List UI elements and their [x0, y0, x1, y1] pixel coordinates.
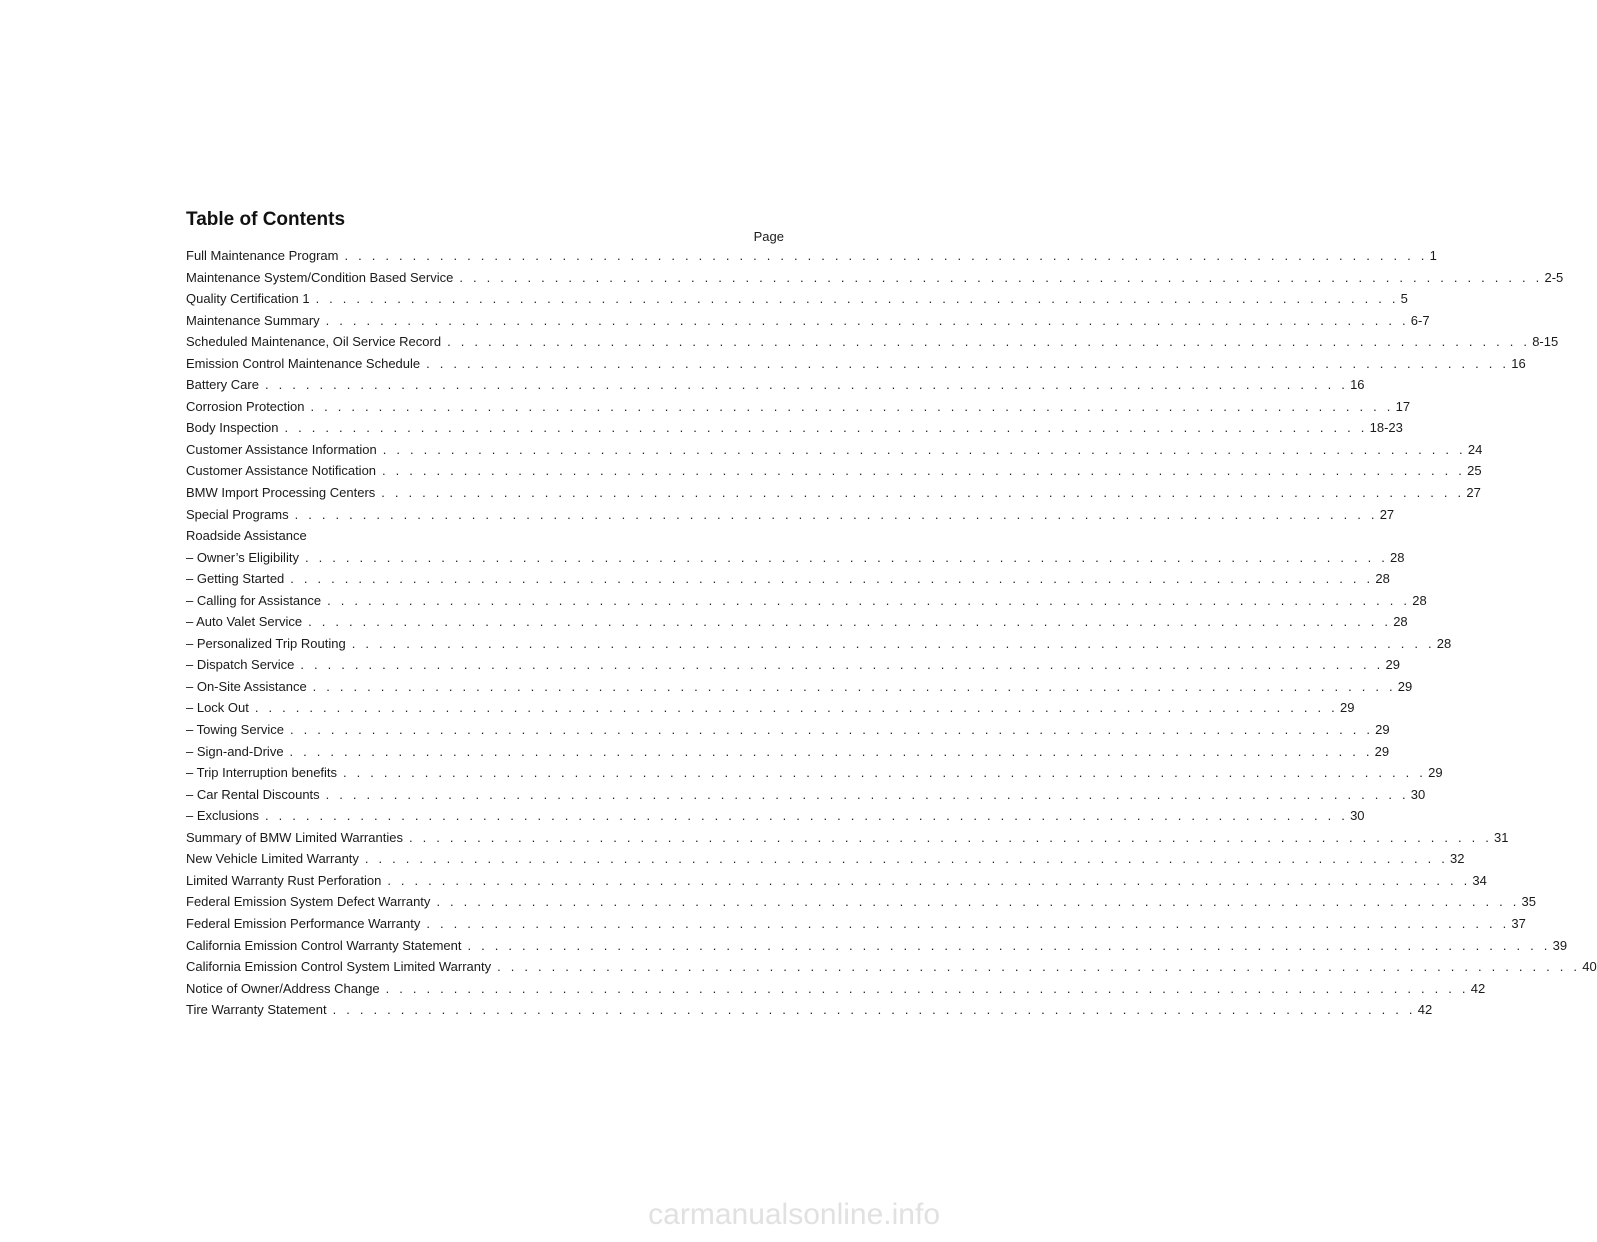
toc-entry-page: 31 — [1494, 829, 1509, 845]
toc-dot-leader: . . . . . . . . . . . . . . . . . . . . . . . . . . . . . . . . . . . . . . . . . . . . . . . . . . . . . . . . . . . . . . . . . . . . . . . . . . . . . . . . — [294, 506, 1378, 522]
toc-entry[interactable] — [186, 851, 1465, 873]
toc-entry-page: 16 — [1350, 377, 1365, 393]
toc-entry[interactable] — [186, 248, 1437, 270]
toc-entry-label: – Exclusions — [186, 808, 259, 824]
page-column-header: Page — [753, 229, 784, 244]
toc-entry-label: Corrosion Protection — [186, 398, 305, 414]
toc-section-heading[interactable] — [186, 528, 784, 550]
toc-entry-page: 29 — [1339, 700, 1355, 716]
toc-dot-leader: . . . . . . . . . . . . . . . . . . . . . . . . . . . . . . . . . . . . . . . . . . . . . . . . . . . . . . . . . . . . . . . . . . . . . . . . . . . . . . . . — [315, 291, 1399, 307]
toc-entry-page: 24 — [1467, 441, 1483, 457]
toc-entry-label: Quality Certification 1 — [186, 291, 310, 307]
toc-entry-page: 29 — [1375, 722, 1390, 738]
toc-entry[interactable] — [186, 592, 1427, 615]
table-of-contents — [186, 208, 1597, 1024]
toc-entry[interactable] — [186, 765, 1443, 787]
toc-dot-leader: . . . . . . . . . . . . . . . . . . . . . . . . . . . . . . . . . . . . . . . . . . . . . . . . . . . . . . . . . . . . . . . . . . . . . . . . . . . . . . . . — [426, 355, 1510, 371]
toc-entry-page: 37 — [1511, 915, 1526, 931]
toc-dot-leader: . . . . . . . . . . . . . . . . . . . . . . . . . . . . . . . . . . . . . . . . . . . . . . . . . . . . . . . . . . . . . . . . . . . . . . . . . . . . . . . . — [364, 851, 1449, 867]
toc-dot-leader: . . . . . . . . . . . . . . . . . . . . . . . . . . . . . . . . . . . . . . . . . . . . . . . . . . . . . . . . . . . . . . . . . . . . . . . . . . . . . . . . — [308, 614, 1392, 630]
toc-entry-page: 29 — [1385, 657, 1400, 673]
toc-dot-leader: . . . . . . . . . . . . . . . . . . . . . . . . . . . . . . . . . . . . . . . . . . . . . . . . . . . . . . . . . . . . . . . . . . . . . . . . . . . . . . . . — [254, 700, 1338, 716]
toc-entry[interactable] — [186, 872, 1487, 895]
toc-dot-leader: . . . . . . . . . . . . . . . . . . . . . . . . . . . . . . . . . . . . . . . . . . . . . . . . . . . . . . . . . . . . . . . . . . . . . . . . . . . . . . . . — [264, 808, 1349, 824]
toc-entry[interactable] — [186, 1002, 1433, 1024]
toc-entry-label: New Vehicle Limited Warranty — [186, 851, 359, 867]
toc-entry-label: – Owner’s Eligibility — [186, 549, 299, 565]
toc-entry-label: Federal Emission System Defect Warranty — [186, 894, 431, 910]
toc-entry-label: Federal Emission Performance Warranty — [186, 915, 421, 931]
toc-dot-leader: . . . . . . . . . . . . . . . . . . . . . . . . . . . . . . . . . . . . . . . . . . . . . . . . . . . . . . . . . . . . . . . . . . . . . . . . . . . . . . . . — [284, 420, 1368, 436]
toc-entry[interactable] — [186, 463, 1482, 485]
toc-entry[interactable] — [186, 635, 1452, 658]
toc-entry-page: 30 — [1410, 786, 1426, 802]
toc-dot-leader: . . . . . . . . . . . . . . . . . . . . . . . . . . . . . . . . . . . . . . . . . . . . . . . . . . . . . . . . . . . . . . . . . . . . . . . . . . . . . . . . — [408, 829, 1493, 845]
toc-entry-page: 27 — [1466, 485, 1481, 501]
toc-dot-leader: . . . . . . . . . . . . . . . . . . . . . . . . . . . . . . . . . . . . . . . . . . . . . . . . . . . . . . . . . . . . . . . . . . . . . . . . . . . . . . . . — [290, 722, 1374, 738]
toc-entry-label: Roadside Assistance — [186, 528, 307, 544]
toc-entry[interactable] — [186, 420, 1403, 442]
toc-entry-page: 28 — [1390, 549, 1405, 565]
toc-entry[interactable] — [186, 377, 1365, 399]
toc-entry[interactable] — [186, 678, 1413, 701]
toc-entry-label: Special Programs — [186, 506, 289, 522]
toc-entry[interactable] — [186, 808, 1365, 830]
toc-entry-label: BMW Import Processing Centers — [186, 485, 376, 501]
toc-entry-page: 18-23 — [1369, 420, 1403, 436]
toc-entry[interactable] — [186, 722, 1390, 744]
toc-dot-leader: . . . . . . . . . . . . . . . . . . . . . . . . . . . . . . . . . . . . . . . . . . . . . . . . . . . . . . . . . . . . . . . . . . . . . . . . . . . . . . . . — [325, 786, 1409, 802]
toc-dot-leader: . . . . . . . . . . . . . . . . . . . . . . . . . . . . . . . . . . . . . . . . . . . . . . . . . . . . . . . . . . . . . . . . . . . . . . . . . . . . . . . . — [332, 1002, 1416, 1018]
toc-entry-label: Customer Assistance Notification — [186, 463, 377, 479]
toc-entry[interactable] — [186, 829, 1509, 852]
toc-entry-label: Battery Care — [186, 377, 259, 393]
toc-entry[interactable] — [186, 485, 1481, 507]
toc-entry-label: Body Inspection — [186, 420, 279, 436]
toc-dot-leader: . . . . . . . . . . . . . . . . . . . . . . . . . . . . . . . . . . . . . . . . . . . . . . . . . . . . . . . . . . . . . . . . . . . . . . . . . . . . . . . . — [381, 485, 1465, 501]
toc-entry-page: 32 — [1450, 851, 1465, 867]
toc-entry-page: 29 — [1374, 743, 1390, 759]
toc-dot-leader: . . . . . . . . . . . . . . . . . . . . . . . . . . . . . . . . . . . . . . . . . . . . . . . . . . . . . . . . . . . . . . . . . . . . . . . . . . . . . . . . — [264, 377, 1349, 393]
toc-entry-label: Emission Control Maintenance Schedule — [186, 355, 421, 371]
toc-entry[interactable] — [186, 269, 1564, 292]
toc-entry[interactable] — [186, 614, 1408, 636]
toc-dot-leader: . . . . . . . . . . . . . . . . . . . . . . . . . . . . . . . . . . . . . . . . . . . . . . . . . . . . . . . . . . . . . . . . . . . . . . . . . . . . . . . . — [304, 549, 1389, 565]
toc-entry[interactable] — [186, 334, 1559, 356]
toc-entry[interactable] — [186, 937, 1568, 960]
toc-entry-label: Maintenance System/Condition Based Service — [186, 269, 454, 285]
toc-dot-leader: . . . . . . . . . . . . . . . . . . . . . . . . . . . . . . . . . . . . . . . . . . . . . . . . . . . . . . . . . . . . . . . . . . . . . . . . . . . . . . . . — [385, 980, 1469, 996]
toc-entry-page: 42 — [1470, 980, 1486, 996]
toc-entry-page: 25 — [1467, 463, 1482, 479]
toc-entry[interactable] — [186, 571, 1390, 593]
toc-dot-leader: . . . . . . . . . . . . . . . . . . . . . . . . . . . . . . . . . . . . . . . . . . . . . . . . . . . . . . . . . . . . . . . . . . . . . . . . . . . . . . . . — [436, 894, 1520, 910]
toc-entry[interactable] — [186, 506, 1395, 529]
toc-entry-page: 29 — [1428, 765, 1443, 781]
toc-entry[interactable] — [186, 291, 1408, 313]
toc-entry-label: – Calling for Assistance — [186, 592, 322, 608]
toc-dot-leader: . . . . . . . . . . . . . . . . . . . . . . . . . . . . . . . . . . . . . . . . . . . . . . . . . . . . . . . . . . . . . . . . . . . . . . . . . . . . . . . . — [289, 743, 1373, 759]
toc-entry-label: Scheduled Maintenance, Oil Service Record — [186, 334, 442, 350]
toc-dot-leader: . . . . . . . . . . . . . . . . . . . . . . . . . . . . . . . . . . . . . . . . . . . . . . . . . . . . . . . . . . . . . . . . . . . . . . . . . . . . . . . . — [467, 937, 1551, 953]
toc-dot-leader: . . . . . . . . . . . . . . . . . . . . . . . . . . . . . . . . . . . . . . . . . . . . . . . . . . . . . . . . . . . . . . . . . . . . . . . . . . . . . . . . — [382, 463, 1466, 479]
toc-dot-leader: . . . . . . . . . . . . . . . . . . . . . . . . . . . . . . . . . . . . . . . . . . . . . . . . . . . . . . . . . . . . . . . . . . . . . . . . . . . . . . . . — [327, 592, 1411, 608]
toc-entry-label: Limited Warranty Rust Perforation — [186, 872, 382, 888]
toc-entry-page: 2-5 — [1544, 269, 1564, 285]
toc-entry-page: 30 — [1350, 808, 1365, 824]
toc-entry-label: Full Maintenance Program — [186, 248, 339, 263]
toc-entry[interactable] — [186, 355, 1526, 378]
toc-entry-page: 35 — [1521, 894, 1536, 910]
toc-entry-page: 6-7 — [1410, 312, 1430, 328]
toc-entry-page: 34 — [1472, 872, 1487, 888]
toc-entry-label: – Auto Valet Service — [186, 614, 303, 630]
toc-entry-label: California Emission Control System Limited Warranty — [186, 959, 492, 975]
toc-entry-page: 16 — [1511, 355, 1526, 371]
toc-entry[interactable] — [186, 959, 1597, 981]
toc-entry-page: 28 — [1412, 592, 1427, 608]
toc-dot-leader: . . . . . . . . . . . . . . . . . . . . . . . . . . . . . . . . . . . . . . . . . . . . . . . . . . . . . . . . . . . . . . . . . . . . . . . . . . . . . . . . — [382, 441, 1466, 457]
toc-entry-page: 27 — [1379, 506, 1395, 522]
toc-entry-label: Notice of Owner/Address Change — [186, 980, 380, 996]
toc-entry-page: 1 — [1429, 248, 1437, 263]
toc-entry-label: Customer Assistance Information — [186, 441, 377, 457]
toc-dot-leader: . . . . . . . . . . . . . . . . . . . . . . . . . . . . . . . . . . . . . . . . . . . . . . . . . . . . . . . . . . . . . . . . . . . . . . . . . . . . . . . . — [343, 765, 1427, 781]
toc-entry-label: Tire Warranty Statement — [186, 1002, 327, 1018]
toc-entry-page: 42 — [1417, 1002, 1433, 1018]
toc-dot-leader: . . . . . . . . . . . . . . . . . . . . . . . . . . . . . . . . . . . . . . . . . . . . . . . . . . . . . . . . . . . . . . . . . . . . . . . . . . . . . . . . — [312, 678, 1396, 694]
toc-entry-page: 29 — [1397, 678, 1413, 694]
toc-entry[interactable] — [186, 980, 1486, 1003]
toc-entries — [186, 248, 1597, 1024]
toc-entry-label: – Getting Started — [186, 571, 285, 587]
toc-entry[interactable] — [186, 700, 1355, 722]
toc-entry-label: – Towing Service — [186, 722, 285, 738]
toc-entry[interactable] — [186, 894, 1536, 916]
toc-entry-label: California Emission Control Warranty Statement — [186, 937, 462, 953]
toc-entry-page: 17 — [1395, 398, 1411, 414]
toc-entry[interactable] — [186, 743, 1390, 766]
toc-entry[interactable] — [186, 786, 1426, 809]
toc-dot-leader: . . . . . . . . . . . . . . . . . . . . . . . . . . . . . . . . . . . . . . . . . . . . . . . . . . . . . . . . . . . . . . . . . . . . . . . . . . . . . . . . — [290, 571, 1374, 587]
toc-dot-leader: . . . . . . . . . . . . . . . . . . . . . . . . . . . . . . . . . . . . . . . . . . . . . . . . . . . . . . . . . . . . . . . . . . . . . . . . . . . . . . . . — [387, 872, 1471, 888]
toc-dot-leader: . . . . . . . . . . . . . . . . . . . . . . . . . . . . . . . . . . . . . . . . . . . . . . . . . . . . . . . . . . . . . . . . . . . . . . . . . . . . . . . . — [497, 959, 1581, 975]
toc-entry-page: 39 — [1552, 937, 1568, 953]
toc-entry[interactable] — [186, 441, 1483, 464]
toc-dot-leader: . . . . . . . . . . . . . . . . . . . . . . . . . . . . . . . . . . . . . . . . . . . . . . . . . . . . . . . . . . . . . . . . . . . . . . . . . . . . . . . . — [459, 269, 1543, 285]
toc-entry[interactable] — [186, 398, 1411, 421]
toc-entry-label: – On-Site Assistance — [186, 678, 307, 694]
toc-dot-leader: . . . . . . . . . . . . . . . . . . . . . . . . . . . . . . . . . . . . . . . . . . . . . . . . . . . . . . . . . . . . . . . . . . . . . . . . . . . . . . . . — [300, 657, 1384, 673]
toc-dot-leader: . . . . . . . . . . . . . . . . . . . . . . . . . . . . . . . . . . . . . . . . . . . . . . . . . . . . . . . . . . . . . . . . . . . . . . . . . . . . . . . . — [310, 398, 1394, 414]
toc-entry-label: – Trip Interruption benefits — [186, 765, 338, 781]
toc-entry-page: 8-15 — [1532, 334, 1559, 350]
toc-entry-label: – Lock Out — [186, 700, 249, 716]
toc-entry-page: 5 — [1400, 291, 1408, 307]
toc-entry-page: 28 — [1393, 614, 1408, 630]
toc-title: Table of Contents — [186, 209, 346, 230]
toc-dot-leader: . . . . . . . . . . . . . . . . . . . . . . . . . . . . . . . . . . . . . . . . . . . . . . . . . . . . . . . . . . . . . . . . . . . . . . . . . . . . . . . . — [426, 915, 1510, 931]
toc-entry-page: 28 — [1436, 635, 1452, 651]
toc-entry-label: Summary of BMW Limited Warranties — [186, 829, 403, 845]
toc-entry-label: – Sign-and-Drive — [186, 743, 284, 759]
toc-entry-page: 28 — [1375, 571, 1390, 587]
toc-entry-page: 40 — [1582, 959, 1597, 975]
toc-entry-label: – Dispatch Service — [186, 657, 295, 673]
toc-entry[interactable] — [186, 549, 1405, 572]
toc-dot-leader: . . . . . . . . . . . . . . . . . . . . . . . . . . . . . . . . . . . . . . . . . . . . . . . . . . . . . . . . . . . . . . . . . . . . . . . . . . . . . . . . — [344, 248, 1428, 263]
toc-dot-leader: . . . . . . . . . . . . . . . . . . . . . . . . . . . . . . . . . . . . . . . . . . . . . . . . . . . . . . . . . . . . . . . . . . . . . . . . . . . . . . . . — [325, 312, 1409, 328]
toc-entry-label: – Personalized Trip Routing — [186, 635, 346, 651]
toc-entry[interactable] — [186, 312, 1430, 335]
toc-entry-label: – Car Rental Discounts — [186, 786, 320, 802]
toc-dot-leader: . . . . . . . . . . . . . . . . . . . . . . . . . . . . . . . . . . . . . . . . . . . . . . . . . . . . . . . . . . . . . . . . . . . . . . . . . . . . . . . . — [351, 635, 1435, 651]
toc-entry[interactable] — [186, 657, 1400, 679]
toc-entry-label: Maintenance Summary — [186, 312, 320, 328]
toc-dot-leader: . . . . . . . . . . . . . . . . . . . . . . . . . . . . . . . . . . . . . . . . . . . . . . . . . . . . . . . . . . . . . . . . . . . . . . . . . . . . . . . . — [447, 334, 1531, 350]
toc-entry[interactable] — [186, 915, 1526, 938]
watermark: carmanualsonline.info — [648, 1198, 940, 1231]
